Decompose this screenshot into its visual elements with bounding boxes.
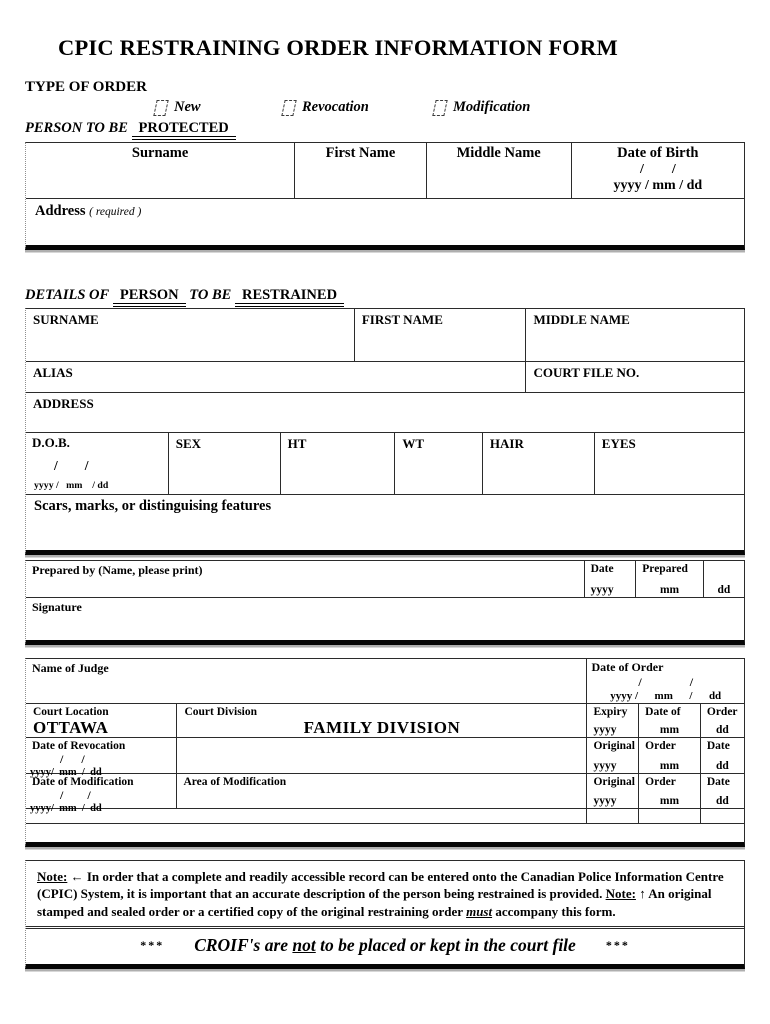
revocation-order-label: Order — [645, 740, 676, 752]
modification-dd-field[interactable] — [701, 774, 744, 808]
restrained-heading-tobe: TO BE — [189, 287, 232, 303]
area-of-modification-label: Area of Modification — [183, 776, 287, 788]
court-location-label: Court Location — [33, 706, 109, 718]
restrained-first-name-field[interactable] — [355, 309, 527, 361]
protected-section-heading — [25, 120, 236, 137]
note-label-1: Note: — [37, 869, 68, 884]
restrained-heading-word: RESTRAINED — [235, 287, 344, 307]
date-of-modification-label: Date of Modification — [32, 776, 134, 788]
croif-warning-text — [194, 935, 576, 956]
revocation-yyyy-field[interactable] — [587, 738, 639, 773]
revocation-empty-field[interactable] — [177, 738, 587, 773]
modification-yyyy-label: yyyy — [593, 795, 617, 807]
prepared-date-dd-field[interactable] — [704, 561, 744, 597]
prepared-dd-label: dd — [717, 584, 731, 596]
modification-row — [26, 774, 744, 814]
prepared-date-mm-field[interactable] — [636, 561, 703, 597]
date-of-revocation-field[interactable] — [26, 738, 177, 778]
expiry-yyyy-field[interactable] — [587, 704, 639, 737]
note-text — [26, 861, 744, 929]
revocation-slashes: / / — [60, 752, 85, 766]
restrained-table — [25, 308, 745, 555]
date-of-revocation-label: Date of Revocation — [32, 740, 126, 752]
modification-mm-label: mm — [659, 795, 680, 807]
modification-mm-field[interactable] — [639, 774, 701, 808]
note-text-2b: accompany this form. — [495, 903, 616, 919]
restrained-first-name-label: FIRST NAME — [361, 312, 443, 327]
protected-dob-slashes: / / — [639, 162, 676, 177]
restrained-eyes-field[interactable] — [595, 433, 744, 494]
restrained-sex-field[interactable] — [169, 433, 281, 494]
restrained-alias-field[interactable] — [26, 362, 526, 392]
restrained-eyes-label: EYES — [601, 436, 636, 451]
checkbox-revocation[interactable] — [281, 100, 296, 116]
date-of-order-format: yyyy / mm / dd — [610, 690, 722, 702]
restrained-alias-label: ALIAS — [33, 365, 73, 380]
form-title: CPIC RESTRAINING ORDER INFORMATION FORM — [58, 35, 618, 60]
expiry-mm-field[interactable] — [639, 704, 701, 737]
modification-order-label: Order — [645, 776, 676, 788]
protected-address-required-note: ( required ) — [89, 206, 142, 218]
restrained-court-file-label: COURT FILE NO. — [533, 365, 640, 380]
restrained-sex-label: SEX — [175, 436, 202, 451]
restrained-description-row — [26, 433, 744, 495]
croif-text-a: CROIF's are — [194, 935, 289, 956]
protected-table — [25, 142, 745, 250]
order-type-option-revocation — [283, 99, 369, 116]
date-of-order-field[interactable] — [587, 659, 744, 703]
revocation-dd-field[interactable] — [701, 738, 744, 773]
protected-middle-name-field[interactable] — [427, 143, 572, 198]
protected-dob-format: yyyy / mm / dd — [613, 178, 703, 193]
protected-header-row — [26, 143, 744, 199]
protected-heading-word: PROTECTED — [132, 120, 236, 140]
date-of-order-slashes: / / — [638, 675, 694, 689]
restrained-address-label: ADDRESS — [33, 396, 94, 411]
prepared-by-table — [25, 560, 745, 645]
protected-address-field[interactable] — [26, 199, 744, 245]
note-text-2a: An original stamped and sealed order or a certified copy of the original restraining order — [37, 886, 712, 919]
restrained-height-label: HT — [287, 436, 307, 451]
court-location-field[interactable] — [26, 704, 177, 737]
modification-date-label: Date — [706, 776, 730, 788]
type-of-order-heading: TYPE OF ORDER — [25, 79, 147, 95]
judge-spacer-yyyy — [587, 809, 639, 823]
checkbox-modification-label: Modification — [453, 99, 531, 115]
expiry-dd-label: dd — [716, 724, 729, 736]
restrained-surname-field[interactable] — [26, 309, 355, 361]
protected-address-label: Address — [35, 203, 86, 219]
restrained-weight-field[interactable] — [395, 433, 483, 494]
court-division-label: Court Division — [184, 706, 258, 718]
protected-address-row — [26, 199, 744, 245]
expiry-label: Expiry — [593, 706, 628, 718]
judge-name-field[interactable] — [26, 659, 587, 703]
revocation-dd-label: dd — [716, 760, 729, 772]
date-of-order-label: Date of Order — [591, 660, 664, 674]
protected-middle-name-label: Middle Name — [456, 145, 541, 161]
croif-stars-right: *** — [605, 938, 630, 953]
restrained-dob-label: D.O.B. — [32, 435, 70, 450]
area-of-modification-field[interactable] — [177, 774, 587, 808]
prepared-by-name-field[interactable] — [26, 561, 585, 597]
checkbox-new[interactable] — [153, 100, 168, 116]
court-division-value: FAMILY DIVISION — [303, 718, 461, 737]
order-type-option-new — [155, 99, 201, 116]
prepared-yyyy-label: yyyy — [590, 584, 614, 596]
restrained-middle-name-label: MIDDLE NAME — [533, 312, 630, 327]
note-box — [25, 860, 745, 969]
judge-spacer-dd — [701, 809, 744, 823]
protected-dob-field[interactable] — [572, 143, 744, 198]
modification-format: yyyy/ mm / dd — [30, 803, 102, 814]
restrained-scars-label: Scars, marks, or distinguising features — [34, 498, 272, 514]
court-location-value: OTTAWA — [33, 718, 109, 737]
restrained-section-heading — [25, 287, 344, 304]
note-label-2: Note: — [605, 886, 636, 902]
prepared-prepared-label: Prepared — [642, 563, 688, 575]
restrained-weight-label: WT — [402, 436, 425, 451]
modification-dd-label: dd — [716, 795, 729, 807]
judge-spacer-left — [26, 809, 587, 823]
expiry-yyyy-label: yyyy — [593, 724, 617, 736]
prepared-date-label: Date — [590, 563, 614, 575]
modification-original-label: Original — [593, 776, 635, 788]
signature-row — [26, 598, 744, 640]
left-arrow-icon: ← — [70, 869, 84, 884]
prepared-by-label: Prepared by (Name, please print) — [32, 563, 203, 577]
croif-text-b: to be placed or kept in the court file — [320, 935, 576, 956]
revocation-row — [26, 738, 744, 778]
restrained-scars-row — [26, 495, 744, 550]
note-must: must — [466, 903, 493, 919]
restrained-hair-field[interactable] — [483, 433, 595, 494]
croif-stars-left: *** — [140, 938, 165, 953]
croif-warning-line — [26, 929, 744, 964]
restrained-dob-slashes: / / — [54, 457, 89, 473]
protected-first-name-field[interactable] — [295, 143, 426, 198]
expiry-order-label: Order — [706, 706, 738, 718]
prepared-mm-label: mm — [659, 584, 680, 596]
court-row — [26, 704, 744, 738]
restrained-name-row — [26, 309, 744, 362]
prepared-by-row — [26, 561, 744, 598]
restrained-address-row — [26, 393, 744, 433]
protected-surname-field[interactable] — [26, 143, 295, 198]
judge-name-row — [26, 659, 744, 704]
expiry-mm-label: mm — [659, 724, 680, 736]
revocation-yyyy-label: yyyy — [593, 760, 617, 772]
restrained-address-field[interactable] — [26, 393, 744, 432]
judge-spacer-mm — [639, 809, 701, 823]
court-division-field[interactable] — [177, 704, 587, 737]
judge-spacer-row — [26, 809, 744, 824]
checkbox-modification[interactable] — [432, 100, 447, 116]
judge-bottom-row — [26, 824, 744, 842]
revocation-mm-label: mm — [659, 760, 680, 772]
protected-surname-label: Surname — [131, 145, 189, 161]
revocation-mm-field[interactable] — [639, 738, 701, 773]
protected-heading-prefix: PERSON TO BE — [25, 120, 128, 136]
judge-table — [25, 658, 745, 847]
restrained-heading-person: PERSON — [113, 287, 186, 307]
croif-not: not — [292, 935, 316, 956]
revocation-date-label: Date — [706, 740, 730, 752]
protected-dob-label: Date of Birth — [617, 145, 699, 161]
note-text-1: In order that a complete and readily accessible record can be entered onto the Canadian Police Information Centre (CPIC) System, it is important that an accurate description of the person being restrained is provided. — [37, 869, 724, 902]
date-of-modification-field[interactable] — [26, 774, 177, 814]
restrained-alias-row — [26, 362, 744, 393]
modification-yyyy-field[interactable] — [587, 774, 639, 808]
restrained-dob-format: yyyy / mm / dd — [34, 480, 109, 491]
restrained-height-field[interactable] — [281, 433, 396, 494]
checkbox-revocation-label: Revocation — [302, 99, 369, 115]
restrained-scars-field[interactable] — [26, 495, 744, 550]
judge-name-label: Name of Judge — [32, 661, 109, 675]
expiry-dd-field[interactable] — [701, 704, 744, 737]
restrained-heading-prefix: DETAILS OF — [25, 287, 110, 303]
order-type-option-modification — [434, 99, 530, 116]
up-arrow-icon: ↑ — [639, 886, 646, 902]
restrained-surname-label: SURNAME — [33, 312, 99, 327]
expiry-date-of-label: Date of — [645, 706, 681, 718]
revocation-format: yyyy/ mm / dd — [30, 767, 102, 778]
checkbox-new-label: New — [174, 99, 201, 115]
restrained-middle-name-field[interactable] — [526, 309, 744, 361]
restrained-hair-label: HAIR — [489, 436, 524, 451]
restrained-dob-field[interactable] — [26, 433, 169, 494]
modification-slashes: / / — [60, 788, 91, 802]
prepared-date-yyyy-field[interactable] — [585, 561, 637, 597]
signature-label: Signature — [32, 600, 82, 614]
signature-field[interactable] — [26, 598, 744, 640]
protected-first-name-label: First Name — [325, 145, 396, 161]
restrained-court-file-field[interactable] — [526, 362, 744, 392]
revocation-original-label: Original — [593, 740, 635, 752]
